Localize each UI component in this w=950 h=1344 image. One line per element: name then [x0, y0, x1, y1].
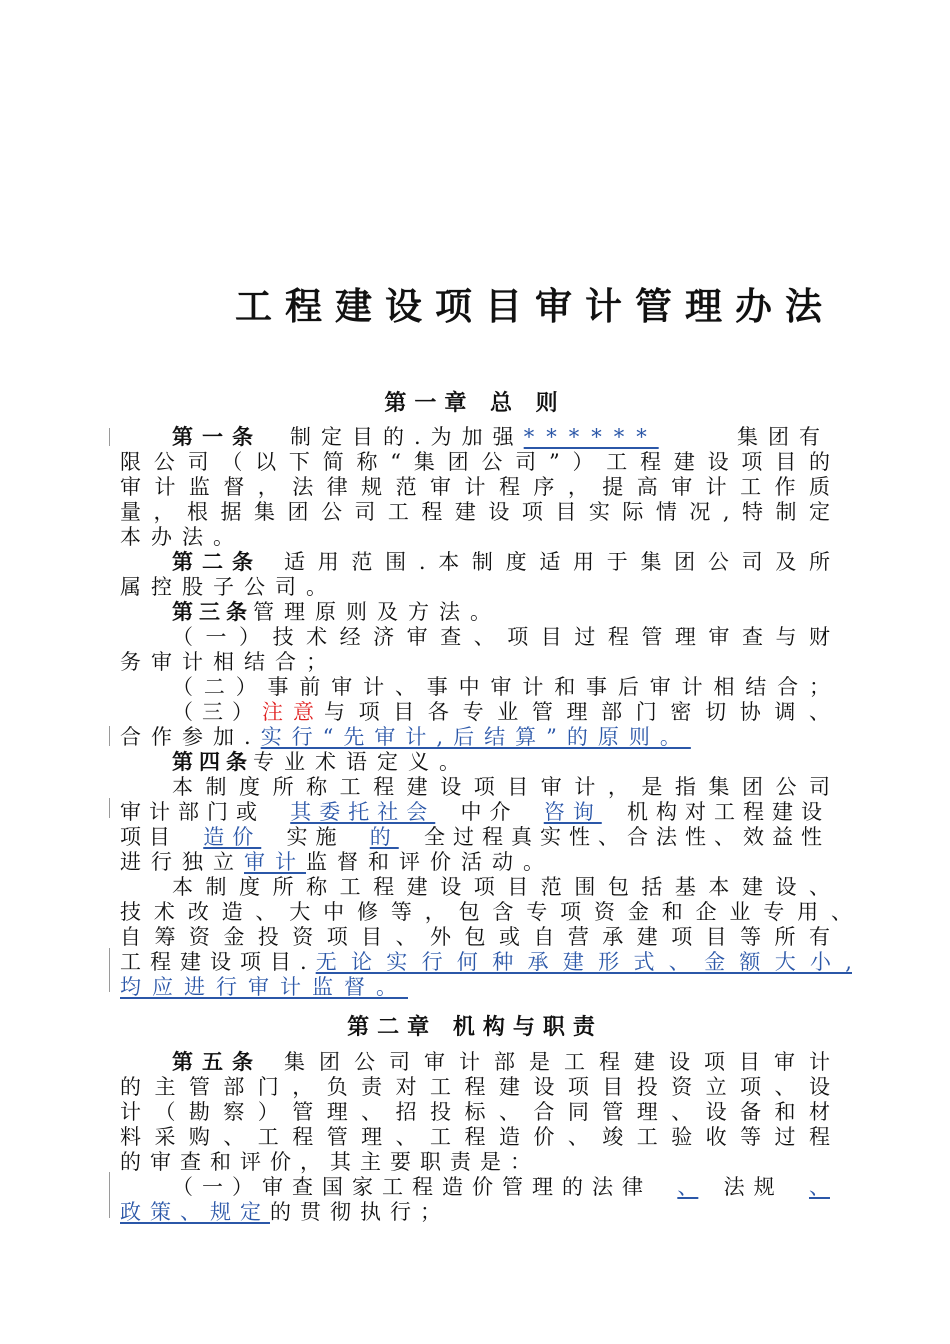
article-4-line-3: [120, 800, 830, 825]
article-5-line-6: [172, 1175, 840, 1200]
tracked-insertion: 、: [677, 1175, 699, 1199]
article-4-line-9: [120, 950, 852, 975]
article-4-line-2: 本制度所称工程建设项目审计，是指集团公司: [172, 775, 830, 799]
article-3-text: 与项目各专业管理部门密切协调、: [324, 700, 830, 724]
article-4-text: 机构对工程建设: [627, 800, 830, 824]
article-3-line-5: [172, 700, 830, 725]
article-4-line-4: [120, 825, 830, 850]
article-4-line-10: [120, 975, 830, 1000]
article-3-text: 管理原则及方法。: [253, 600, 501, 624]
article-4-text: 进行独立: [120, 850, 244, 874]
tracked-insertion: 咨询: [543, 800, 602, 824]
article-5-line-4: 料采购、工程管理、工程造价、竣工验收等过程: [120, 1125, 830, 1149]
article-3-line-2: （一）技术经济审查、项目过程管理审查与财: [172, 625, 830, 649]
article-4-label: 第四条: [172, 750, 253, 774]
article-3-line-3: 务审计相结合；: [120, 650, 337, 674]
article-3-line-1: [172, 600, 830, 625]
article-3-text: （三）: [172, 700, 262, 724]
article-5-line-3: 计（勘察）管理、招投标、合同管理、设备和材: [120, 1100, 830, 1124]
article-1-text: 制定目的.为加强: [290, 425, 524, 449]
company-name-placeholder: ******: [523, 425, 659, 449]
article-4-line-1: [172, 750, 830, 775]
article-3-text: 合作参加.: [120, 725, 261, 749]
revision-marker: [109, 1172, 110, 1218]
article-5-label: 第五条: [172, 1050, 262, 1074]
article-5-line-1: [172, 1050, 830, 1075]
article-5-text: 法规: [723, 1175, 784, 1199]
article-5-line-5: 的审查和评价，其主要职责是：: [120, 1150, 540, 1174]
tracked-insertion: 均应进行审计监督。: [120, 975, 408, 999]
chapter-1-heading: 第一章 总 则: [384, 391, 566, 416]
article-1-line-1: [172, 425, 830, 450]
article-2-label: 第二条: [172, 550, 262, 574]
tracked-insertion: 审计: [244, 850, 306, 874]
article-3-line-6: [120, 725, 830, 750]
article-1-text: 集团有: [737, 425, 830, 449]
article-4-text: 实施: [286, 825, 345, 849]
article-4-line-6: 本制度所称工程建设项目范围包括基本建设、: [172, 875, 830, 899]
article-4-text: 中介: [460, 800, 519, 824]
article-5-line-7: [120, 1200, 830, 1225]
article-1-line-5: 本办法。: [120, 525, 244, 549]
article-4-text: 全过程真实性、合法性、效益性: [424, 825, 830, 849]
article-4-line-5: [120, 850, 830, 875]
tracked-insertion: 无论实行何种承建形式、金额大小,: [315, 950, 852, 974]
tracked-insertion: 其委托社会: [290, 800, 436, 824]
revision-marker: [109, 798, 110, 818]
article-5-line-2: 的主管部门，负责对工程建设项目投资立项、设: [120, 1075, 830, 1099]
article-2-line-1: [172, 550, 830, 575]
article-1-line-3: 审计监督，法律规范审计程序，提高审计工作质: [120, 475, 830, 499]
article-5-text: 的贯彻执行；: [270, 1200, 450, 1224]
revision-marker: [109, 428, 110, 446]
tracked-insertion: 造价: [203, 825, 262, 849]
article-3-line-4: （二）事前审计、事中审计和事后审计相结合；: [172, 675, 830, 699]
article-5-text: 集团公司审计部是工程建设项目审计: [284, 1050, 830, 1074]
tracked-insertion: 的: [369, 825, 399, 849]
revision-marker: [109, 948, 110, 992]
tracked-insertion: 实行“先审计,后结算”的原则。: [260, 725, 691, 749]
article-1-line-2: 限公司（以下简称“集团公司”）工程建设项目的: [120, 450, 830, 474]
article-4-text: 项目: [120, 825, 178, 849]
article-4-line-7: 技术改造、大中修等，包含专项资金和企业专用、: [120, 900, 852, 924]
article-4-text: 工程建设项目.: [120, 950, 316, 974]
document-title: 工程建设项目审计管理办法: [235, 285, 835, 328]
revision-marker: [109, 726, 110, 746]
article-4-text: 审计部门或: [120, 800, 265, 824]
tracked-insertion: 、: [808, 1175, 830, 1199]
highlighted-word: 注意: [262, 700, 324, 724]
article-2-line-2: 属控股子公司。: [120, 575, 337, 599]
chapter-2-heading: 第二章 机构与职责: [347, 1015, 603, 1040]
article-5-text: （一）审查国家工程造价管理的法律: [172, 1175, 652, 1199]
article-3-label: 第三条: [172, 600, 253, 624]
article-4-text: 专业术语定义。: [253, 750, 470, 774]
article-4-text: 监督和评价活动。: [306, 850, 554, 874]
article-1-line-4: 量，根据集团公司工程建设项目实际情况,特制定: [120, 500, 830, 524]
tracked-insertion: 政策、规定: [120, 1200, 270, 1224]
article-2-text: 适用范围.本制度适用于集团公司及所: [284, 550, 830, 574]
article-4-line-8: 自筹资金投资项目、外包或自营承建项目等所有: [120, 925, 830, 949]
article-1-label: 第一条: [172, 425, 262, 449]
